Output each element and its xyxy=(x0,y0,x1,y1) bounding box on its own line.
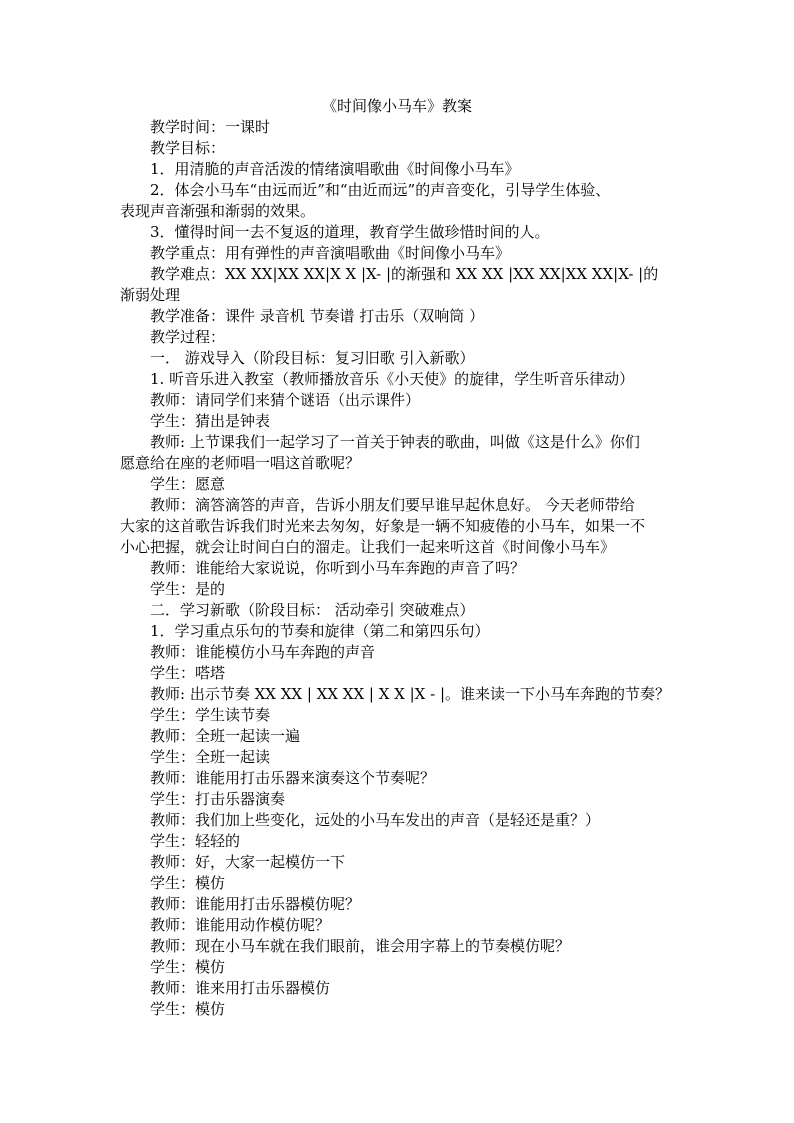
text-line: 愿意给在座的老师唱一唱这首歌呢？ xyxy=(120,454,361,472)
text-line: 教学目标： xyxy=(150,139,226,157)
text-line: 教师: 上节课我们一起学习了一首关于钟表的歌曲，叫做《这是什么》你们 xyxy=(150,433,640,451)
text-line: 表现声音渐强和渐弱的效果。 xyxy=(120,202,316,220)
text-line: 学生：模仿 xyxy=(150,958,226,976)
text-line: 教学重点：用有弹性的声音演唱歌曲《时间像小马车》 xyxy=(150,244,511,262)
text-line: 2．体会小马车“由远而近”和“由近而远”的声音变化，引导学生体验、 xyxy=(150,181,611,199)
text-line: 一． 游戏导入（阶段目标：复习旧歌 引入新歌） xyxy=(150,349,475,367)
text-line: 学生：是的 xyxy=(150,580,226,598)
text-line: 教师：我们加上些变化，远处的小马车发出的声音（是轻还是重？） xyxy=(150,811,601,829)
text-line: 教师：谁能用打击乐器来演奏这个节奏呢？ xyxy=(150,769,436,787)
text-line: 教师：全班一起读一遍 xyxy=(150,727,301,745)
text-line: 学生：轻轻的 xyxy=(150,832,241,850)
text-line: 教师：滴答滴答的声音，告诉小朋友们要早谁早起休息好。 今天老师带给 xyxy=(150,496,635,514)
text-line: 学生：愿意 xyxy=(150,475,226,493)
text-line: 教学难点：XX XX|XX XX|X X |X- |的渐强和 XX XX |XX XX|XX XX|X- |的 xyxy=(150,265,659,283)
text-line: 学生：模仿 xyxy=(150,1000,226,1018)
document-title: 《时间像小马车》教案 xyxy=(321,97,472,115)
text-line: 二．学习新歌（阶段目标： 活动牵引 突破难点） xyxy=(150,601,475,619)
text-line: 教学过程： xyxy=(150,328,226,346)
text-line: 教学时间：一课时 xyxy=(150,118,271,136)
text-line: 1．学习重点乐句的节奏和旋律（第二和第四乐句） xyxy=(150,622,490,640)
text-line: 学生：猜出是钟表 xyxy=(150,412,271,430)
text-line: 教师：谁能模仿小马车奔跑的声音 xyxy=(150,643,376,661)
text-line: 教师：谁能用打击乐器模仿呢？ xyxy=(150,895,361,913)
text-line: 渐弱处理 xyxy=(120,286,181,304)
text-line: 教学准备：课件 录音机 节奏谱 打击乐（双响筒 ） xyxy=(150,307,485,325)
text-line: 教师：谁来用打击乐器模仿 xyxy=(150,979,331,997)
text-line: 小心把握，就会让时间白白的溜走。让我们一起来听这首《时间像小马车》 xyxy=(120,538,616,556)
text-line: 学生：模仿 xyxy=(150,874,226,892)
text-line: 学生：全班一起读 xyxy=(150,748,271,766)
text-line: 学生：打击乐器演奏 xyxy=(150,790,286,808)
text-line: 教师：现在小马车就在我们眼前，谁会用字幕上的节奏模仿呢？ xyxy=(150,937,571,955)
text-line: 教师: 出示节奏 XX XX | XX XX | X X |X - |。谁来读一下小马车奔跑的节奏？ xyxy=(150,685,671,703)
text-line: 教师：好，大家一起模仿一下 xyxy=(150,853,346,871)
text-line: 大家的这首歌告诉我们时光来去匆匆，好象是一辆不知疲倦的小马车，如果一不 xyxy=(120,517,646,535)
text-line: 学生：嗒塔 xyxy=(150,664,226,682)
document-body xyxy=(120,117,680,1020)
text-line: 学生：学生读节奏 xyxy=(150,706,271,724)
text-line: 教师：谁能给大家说说，你听到小马车奔跑的声音了吗？ xyxy=(150,559,526,577)
text-line: 1. 听音乐进入教室（教师播放音乐《小天使》的旋律，学生听音乐律动） xyxy=(150,370,635,388)
text-line: 1．用清脆的声音活泼的情绪演唱歌曲《时间像小马车》 xyxy=(150,160,520,178)
text-line: 教师：谁能用动作模仿呢？ xyxy=(150,916,331,934)
text-line: 教师：请同学们来猜个谜语（出示课件） xyxy=(150,391,421,409)
text-line: 3．懂得时间一去不复返的道理，教育学生做珍惜时间的人。 xyxy=(150,223,550,241)
